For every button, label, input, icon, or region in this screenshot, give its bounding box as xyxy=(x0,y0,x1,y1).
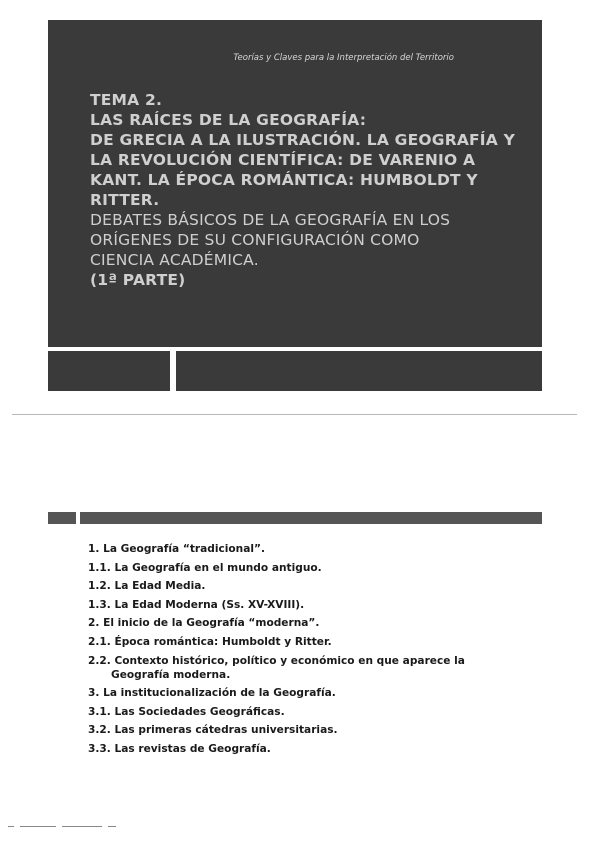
title-line: KANT. LA ÉPOCA ROMÁNTICA: HUMBOLDT Y xyxy=(90,171,478,189)
toc-item: 2.1. Época romántica: Humboldt y Ritter. xyxy=(88,635,332,648)
toc-item: 3.1. Las Sociedades Geográficas. xyxy=(88,705,285,718)
toc-item: 3. La institucionalización de la Geografía. xyxy=(88,687,336,700)
toc-item: 1.3. La Edad Moderna (Ss. XV-XVIII). xyxy=(88,598,305,611)
subtitle-line: ORÍGENES DE SU CONFIGURACIÓN COMO xyxy=(90,231,420,249)
table-of-contents xyxy=(88,542,518,761)
slide-1 xyxy=(48,20,542,347)
toc-item: 3.3. Las revistas de Geografía. xyxy=(88,742,271,755)
toc-item: 1. La Geografía “tradicional”. xyxy=(88,543,265,555)
subtitle-line: DEBATES BÁSICOS DE LA GEOGRAFÍA EN LOS xyxy=(90,211,451,229)
subtitle-line: CIENCIA ACADÉMICA. xyxy=(90,251,259,269)
toc-item-multiline xyxy=(88,654,518,682)
toc-item: 1.2. La Edad Media. xyxy=(88,580,206,593)
title-line: LA REVOLUCIÓN CIENTÍFICA: DE VARENIO A xyxy=(90,151,476,169)
slide-1-footer-bar-left xyxy=(48,351,170,391)
scan-mark xyxy=(62,826,102,827)
scan-mark xyxy=(108,826,116,827)
slide-2-header-bar-left xyxy=(48,512,76,524)
toc-item: 2. El inicio de la Geografía “moderna”. xyxy=(88,617,320,630)
slide-1-footer-bar-right xyxy=(176,351,542,391)
slide-title-block xyxy=(90,90,530,290)
title-line: TEMA 2. xyxy=(90,91,163,109)
scan-footer-marks xyxy=(8,826,118,828)
toc-item: 1.1. La Geografía en el mundo antiguo. xyxy=(88,561,322,574)
scan-mark xyxy=(20,826,56,827)
toc-item-continuation: Geografía moderna. xyxy=(111,668,231,681)
part-label: (1ª PARTE) xyxy=(90,271,186,289)
slide-2-header-bar-right xyxy=(80,512,542,524)
title-line: LAS RAÍCES DE LA GEOGRAFÍA: xyxy=(90,111,367,129)
toc-item: 3.2. Las primeras cátedras universitarias. xyxy=(88,724,338,737)
toc-item-line: 2.2. Contexto histórico, político y económico en que aparece la xyxy=(88,654,465,667)
title-line: RITTER. xyxy=(90,191,160,209)
page-separator xyxy=(12,414,577,415)
slide-header: Teorías y Claves para la Interpretación del Territorio xyxy=(233,53,454,63)
scan-mark xyxy=(8,826,14,827)
title-line: DE GRECIA A LA ILUSTRACIÓN. LA GEOGRAFÍA Y xyxy=(90,131,515,149)
